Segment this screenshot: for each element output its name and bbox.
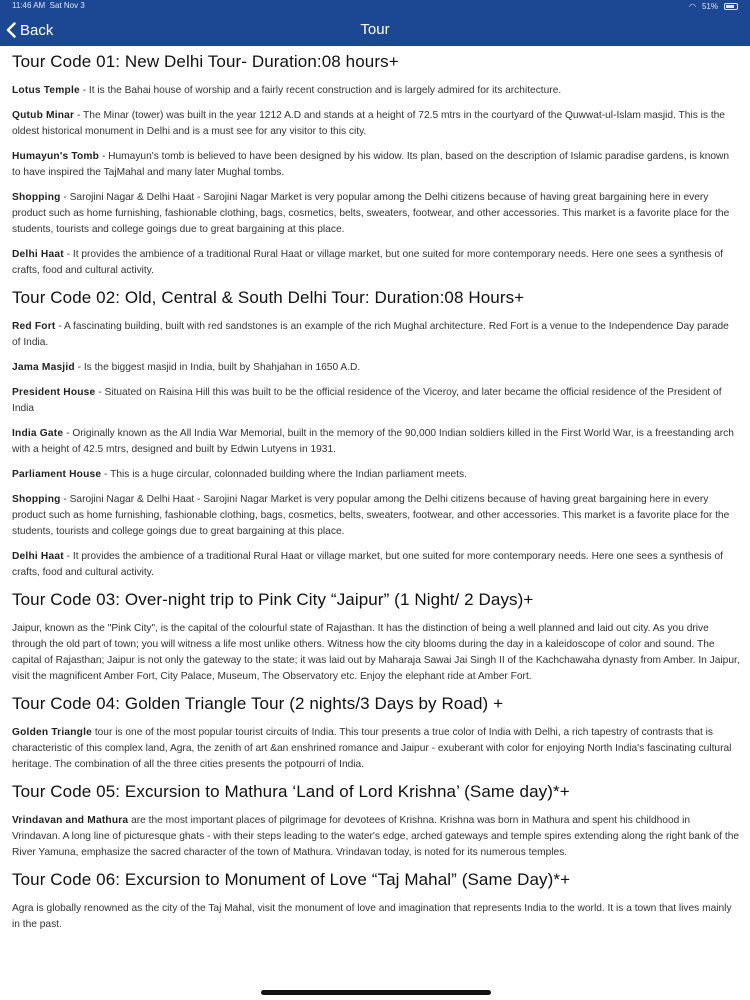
tour-heading: Tour Code 03: Over-night trip to Pink City “Jaipur” (1 Night/ 2 Days)+ <box>12 590 534 609</box>
tour-item-text: - Originally known as the All India War Memorial, built in the memory of the 90,000 Indian soldiers killed in the First World War, is a freestanding arch with a height of 42.5 mtrs, designed and built by Edwin Lutyens in 1931. <box>12 428 734 455</box>
status-right <box>689 1 738 12</box>
status-time-date: 11:46 AM Sat Nov 3 <box>12 1 85 10</box>
tour-item-name: Vrindavan and Mathura <box>12 815 129 826</box>
battery-icon <box>724 3 738 10</box>
page-title: Tour <box>360 21 390 38</box>
tour-item-text: tour is one of the most popular tourist circuits of India. This tour presents a true color of India with Delhi, a rich tapestry of contrasts that is characteristic of this complex land, Agra, the zenith of art &an enshrined romance and Jaipur - exuberant with color for enjoying North India's fascinating cultural heritage. The combination of all the three cities presents the potpourri of India. <box>12 727 732 770</box>
tour-heading: Tour Code 01: New Delhi Tour- Duration:08 hours+ <box>12 52 399 71</box>
tour-item-text: - It is the Bahai house of worship and a fairly recent construction and is largely admired for its architecture. <box>79 85 562 96</box>
tour-section <box>12 288 740 581</box>
tour-item-text: Agra is globally renowned as the city of the Taj Mahal, visit the monument of love and imagination that represents India to the world. It is a town that lives mainly in the past. <box>12 903 732 930</box>
tour-section <box>12 782 740 861</box>
tour-heading: Tour Code 05: Excursion to Mathura ‘Land of Lord Krishna’ (Same day)*+ <box>12 782 570 801</box>
tour-item-text: - Sarojini Nagar & Delhi Haat - Sarojini Nagar Market is very popular among the Delhi citizens because of having great bargaining here in every product such as home furnishing, fashionable clothing, bags, cosmetics, belts, sweaters, footwear, and other accessories. This market is a favorite place for the students, tourists and college goings due to great bargaining at this place. <box>12 192 730 235</box>
status-bar <box>0 0 750 12</box>
tour-item-name: Red Fort <box>12 321 56 332</box>
tour-item-name: Shopping <box>12 494 61 505</box>
tour-heading: Tour Code 06: Excursion to Monument of Love “Taj Mahal” (Same Day)*+ <box>12 870 571 889</box>
tour-item-text: - It provides the ambience of a traditional Rural Haat or village market, but one suited for more contemporary needs. Here one sees a synthesis of crafts, food and cultural activity. <box>12 249 723 276</box>
back-label: Back <box>20 21 54 39</box>
tour-section <box>12 870 740 933</box>
tour-item <box>12 319 740 351</box>
tour-item <box>12 492 740 540</box>
tour-item-text: are the most important places of pilgrimage for devotees of Krishna. Krishna was born in Mathura and spent his childhood in Vrindavan. A long line of picturesque ghats - with their steps leading to the water's edge, arched gateways and temple spires extending along the right bank of the River Yamuna, emphasize the sacred character of the town of Mathura. Vrindavan today, is noted for its numerous temples. <box>12 815 740 858</box>
tour-item-name: Golden Triangle <box>12 727 92 738</box>
tour-item <box>12 149 740 181</box>
tour-item-name: Jama Masjid <box>12 362 75 373</box>
tour-item <box>12 83 740 99</box>
tour-item <box>12 725 740 773</box>
tour-item <box>12 108 740 140</box>
tour-item-name: India Gate <box>12 428 64 439</box>
tour-item-name: Lotus Temple <box>12 85 80 96</box>
tour-item-name: Delhi Haat <box>12 551 64 562</box>
tour-item-name: President House <box>12 387 96 398</box>
tour-item-text: - The Minar (tower) was built in the year 1212 A.D and stands at a height of 72.5 mtrs in the courtyard of the Quwwat-ul-Islam masjid. This is the oldest historical monument in Delhi and is a must see for any visitor to this city. <box>12 110 725 137</box>
tour-heading: Tour Code 02: Old, Central & South Delhi Tour: Duration:08 Hours+ <box>12 288 525 307</box>
nav-bar <box>0 0 750 46</box>
tour-item-text: Jaipur, known as the "Pink City", is the capital of the colourful state of Rajasthan. It has the distinction of being a well planned and laid out city. As you drive through the old part of town; you will witness a life most unlike others. Witness how the city blooms during the day in a kaleidoscope of color and sound. The capital of Rajasthan; Jaipur is not only the gateway to the state; it was laid out by Maharaja Sawai Jai Singh II of the Kachchawaha dynasty from Amber. In Jaipur, visit the magnificent Amber Fort, City Palace, Museum, The Observatory etc. Enjoy the elephant ride at Amber Fort. <box>12 623 740 682</box>
tour-item-text: - Is the biggest masjid in India, built by Shahjahan in 1650 A.D. <box>74 362 361 373</box>
tour-item-text: - A fascinating building, built with red sandstones is an example of the rich Mughal architecture. Red Fort is a venue to the Independence Day parade of India. <box>12 321 729 348</box>
tour-item-name: Shopping <box>12 192 61 203</box>
tour-section <box>12 694 740 773</box>
battery-percent: 51% <box>701 2 718 11</box>
tour-item-text: - Situated on Raisina Hill this was built to be the official residence of the Viceroy, and later became the official residence of the President of India <box>12 387 722 414</box>
wifi-icon: ◠ <box>689 2 696 11</box>
tour-item <box>12 360 740 376</box>
tour-section <box>12 590 740 685</box>
tour-item <box>12 247 740 279</box>
tour-item-name: Delhi Haat <box>12 249 64 260</box>
tour-item <box>12 467 740 483</box>
tour-item <box>12 385 740 417</box>
tour-content[interactable] <box>12 52 740 942</box>
tour-section <box>12 52 740 279</box>
tour-item-text: - Sarojini Nagar & Delhi Haat - Sarojini Nagar Market is very popular among the Delhi citizens because of having great bargaining here in every product such as home furnishing, fashionable clothing, bags, cosmetics, belts, sweaters, footwear, and other accessories. This market is a favorite place for the students, tourists and college goings due to great bargaining at this place. <box>12 494 730 537</box>
home-indicator[interactable] <box>261 990 491 995</box>
tour-item <box>12 813 740 861</box>
tour-item-text: - It provides the ambience of a traditional Rural Haat or village market, but one suited for more contemporary needs. Here one sees a synthesis of crafts, food and cultural activity. <box>12 551 723 578</box>
tour-item-name: Qutub Minar <box>12 110 75 121</box>
tour-heading: Tour Code 04: Golden Triangle Tour (2 nights/3 Days by Road) + <box>12 694 504 713</box>
tour-item <box>12 190 740 238</box>
tour-item <box>12 549 740 581</box>
tour-item <box>12 426 740 458</box>
tour-item-text: - Humayun's tomb is believed to have been designed by his widow. Its plan, based on the description of Islamic paradise gardens, is known to have inspired the TajMahal and many later Mughal tombs. <box>12 151 730 178</box>
tour-item-text: - This is a huge circular, colonnaded building where the Indian parliament meets. <box>101 469 467 480</box>
tour-item-name: Parliament House <box>12 469 102 480</box>
tour-item <box>12 901 740 933</box>
tour-item-name: Humayun's Tomb <box>12 151 100 162</box>
tour-item <box>12 621 740 685</box>
